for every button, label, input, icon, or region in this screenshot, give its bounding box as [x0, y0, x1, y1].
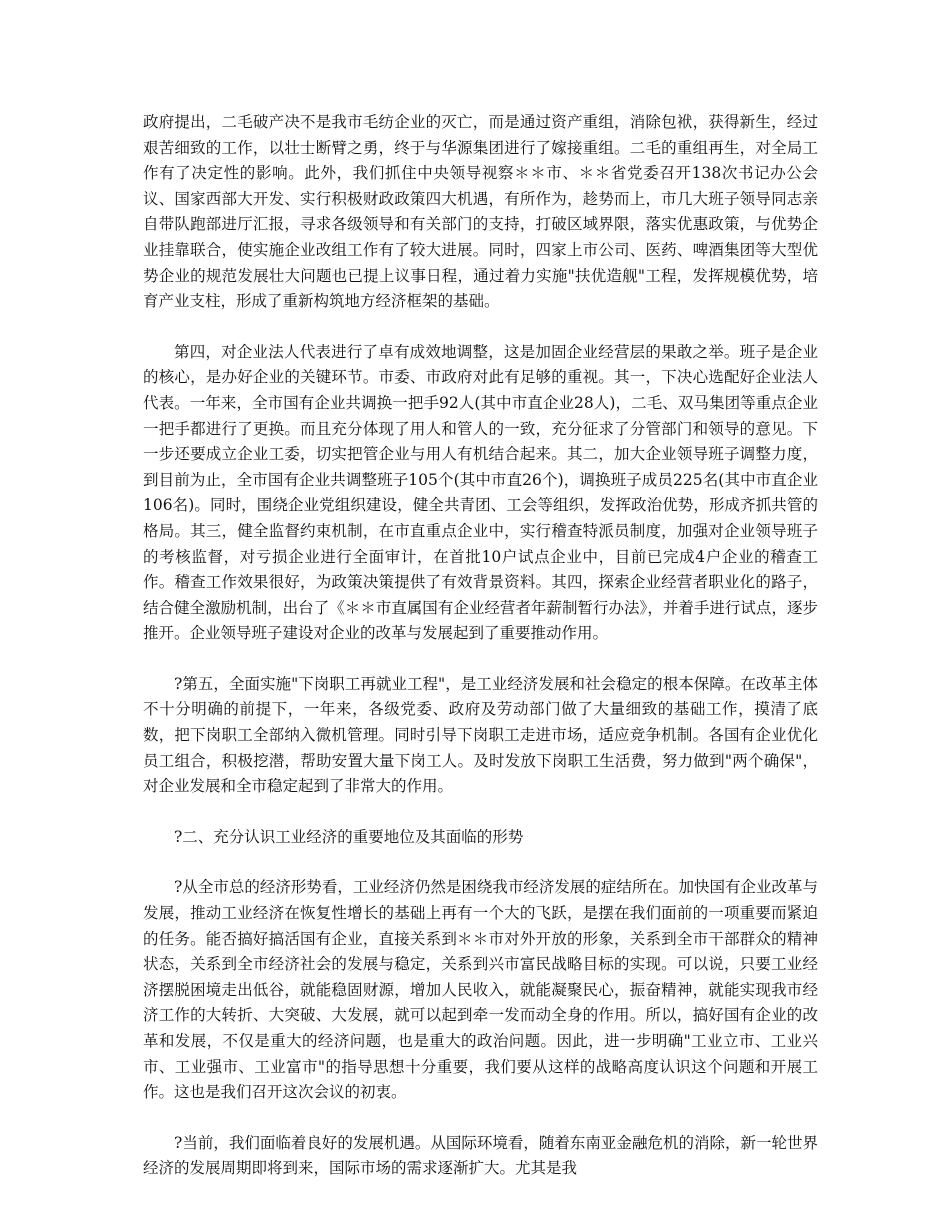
- document-body: [143, 110, 818, 1207]
- section-heading-two: ?二、充分认识工业经济的重要地位及其面临的形势: [174, 827, 524, 846]
- paragraph-opportunities: ?当前，我们面临着良好的发展机遇。从国际环境看，随着东南亚金融危机的消除，新一轮世界经济的发展周期即将到来，国际市场的需求逐渐扩大。尤其是我: [143, 1133, 818, 1178]
- paragraph-economic-situation: ?从全市总的经济形势看，工业经济仍然是困绕我市经济发展的症结所在。加快国有企业改革与发展，推动工业经济在恢复性增长的基础上再有一个大的飞跃，是摆在我们面前的一项重要而紧迫的任务。能否搞好搞活国有企业，直接关系到＊＊市对外开放的形象，关系到全市干部群众的精神状态，关系到全市经济社会的发展与稳定，关系到兴市富民战略目标的实现。可以说，只要工业经济摆脱困境走出低谷，就能稳固财源，增加人民收入，就能凝聚民心，振奋精神，就能实现我市经济工作的大转折、大突破、大发展，就可以起到牵一发而动全身的作用。所以，搞好国有企业的改革和发展，不仅是重大的经济问题，也是重大的政治问题。因此，进一步明确"工业立市、工业兴市、工业强市、工业富市"的指导思想十分重要，我们要从这样的战略高度认识这个问题和开展工作。这也是我们召开这次会议的初衷。: [143, 878, 818, 1102]
- paragraph-continuation: 政府提出，二毛破产决不是我市毛纺企业的灭亡，而是通过资产重组，消除包袱，获得新生，经过艰苦细致的工作，以壮士断臂之勇，终于与华源集团进行了嫁接重组。二毛的重组再生，对全局工作有了决定性的影响。此外，我们抓住中央领导视察＊＊市、＊＊省党委召开138次书记办公会议、国家西部大开发、实行积极财政政策四大机遇，有所作为，趁势而上，市几大班子领导同志亲自带队跑部进厅汇报，寻求各级领导和有关部门的支持，打破区域界限，落实优惠政策，与优势企业挂靠联合，使实施企业改组工作有了较大进展。同时，四家上市公司、医药、啤酒集团等大型优势企业的规范发展壮大问题也已提上议事日程，通过着力实施"扶优造舰"工程，发挥规模优势，培育产业支柱，形成了重新构筑地方经济框架的基础。: [143, 113, 818, 311]
- paragraph-fifth-point: ?第五，全面实施"下岗职工再就业工程"，是工业经济发展和社会稳定的根本保障。在改革主体不十分明确的前提下，一年来，各级党委、政府及劳动部门做了大量细致的基础工作，摸清了底数，把下岗职工全部纳入微机管理。同时引导下岗职工走进市场，适应竞争机制。各国有企业优化员工组合，积极挖潜，帮助安置大量下岗工人。及时发放下岗职工生活费，努力做到"两个确保"，对企业发展和全市稳定起到了非常大的作用。: [143, 674, 818, 796]
- paragraph-fourth-point: 第四，对企业法人代表进行了卓有成效地调整，这是加固企业经营层的果敢之举。班子是企业的核心，是办好企业的关键环节。市委、市政府对此有足够的重视。其一，下决心选配好企业法人代表。一年来，全市国有企业共调换一把手92人(其中市直企业28人)，二毛、双马集团等重点企业一把手都进行了更换。而且充分体现了用人和管人的一致，充分征求了分管部门和领导的意见。下一步还要成立企业工委，切实把管企业与用人有机结合起来。其二，加大企业领导班子调整力度，到目前为止，全市国有企业共调整班子105个(其中市直26个)，调换班子成员225名(其中市直企业106名)。同时，围绕企业党组织建设，健全共青团、工会等组织，发挥政治优势，形成齐抓共管的格局。其三，健全监督约束机制，在市直重点企业中，实行稽查特派员制度，加强对企业领导班子的考核监督，对亏损企业进行全面审计，在首批10户试点企业中，目前已完成4户企业的稽查工作。稽查工作效果很好，为政策决策提供了有效背景资料。其四，探索企业经营者职业化的路子，结合健全激励机制，出台了《＊＊市直属国有企业经营者年薪制暂行办法》，并着手进行试点，逐步推开。企业领导班子建设对企业的改革与发展起到了重要推动作用。: [143, 342, 818, 643]
